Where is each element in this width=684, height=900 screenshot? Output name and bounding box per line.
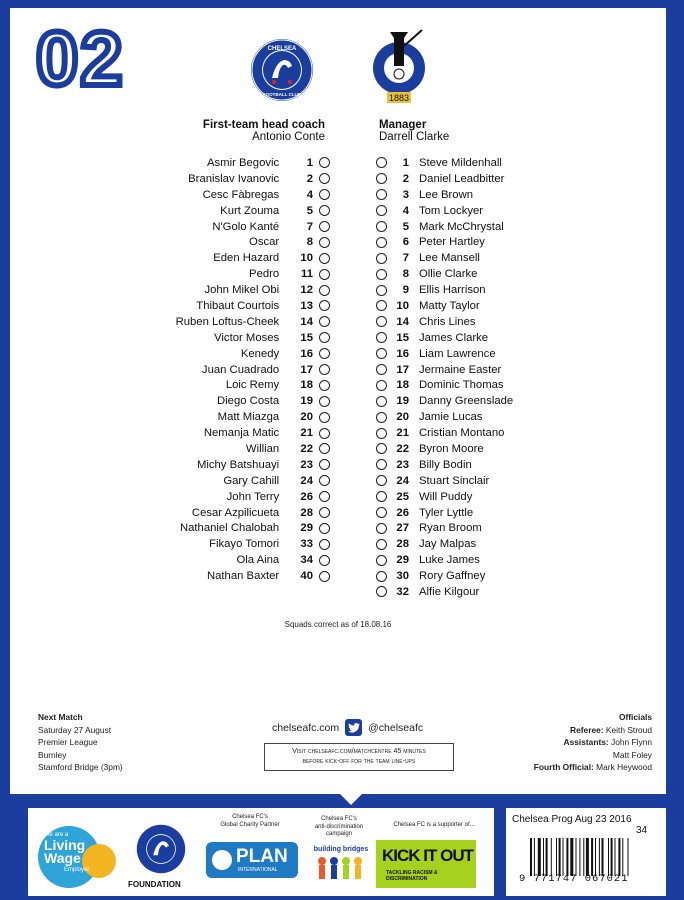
squad-number: 24: [300, 474, 313, 487]
selection-circle-icon: [319, 428, 330, 439]
squad-number: 21: [300, 427, 313, 440]
away-player-row: [376, 568, 576, 584]
player-name: Danny Greenslade: [419, 395, 514, 408]
selection-circle-icon: [319, 507, 330, 518]
squad-number: 40: [300, 570, 313, 583]
player-name: Liam Lawrence: [419, 347, 496, 360]
away-player-row: [376, 520, 576, 536]
squad-number: 3: [402, 188, 409, 201]
player-name: Asmir Begovic: [206, 156, 280, 169]
foundation-label: FOUNDATION: [128, 880, 181, 889]
player-name: Pedro: [249, 268, 280, 281]
selection-circle-icon: [319, 253, 330, 264]
squad-number: 27: [396, 522, 409, 535]
home-player-row: [160, 346, 330, 362]
programme-info: [512, 814, 662, 836]
player-name: Dominic Thomas: [419, 379, 504, 392]
selection-circle-icon: [319, 571, 330, 582]
selection-circle-icon: [319, 205, 330, 216]
selection-circle-icon: [319, 189, 330, 200]
selection-circle-icon: [376, 491, 387, 502]
player-name: Branislav Ivanovic: [188, 172, 280, 185]
home-player-row: [160, 425, 330, 441]
squad-number: 10: [300, 252, 313, 265]
player-name: Ellis Harrison: [419, 284, 486, 297]
away-player-row: [376, 441, 576, 457]
squad-number: 2: [402, 172, 409, 185]
squad-number: 11: [301, 268, 313, 281]
squad-number: 16: [300, 347, 313, 360]
away-player-row: [376, 489, 576, 505]
selection-circle-icon: [319, 396, 330, 407]
home-player-row: [160, 187, 330, 203]
matchcentre-notice-line: before kick-off for the team line-ups: [302, 758, 416, 765]
squad-number: 22: [396, 442, 409, 455]
home-player-row: [160, 203, 330, 219]
chelsea-crest-icon: [250, 38, 314, 102]
away-manager-block: [379, 119, 529, 143]
squad-number: 1: [402, 156, 409, 169]
selection-circle-icon: [376, 221, 387, 232]
player-name: Willian: [245, 442, 280, 455]
squad-number: 19: [300, 395, 313, 408]
selection-circle-icon: [319, 348, 330, 359]
squad-number: 10: [396, 299, 409, 312]
player-name: Diego Costa: [217, 395, 280, 408]
assistants-line: Assistants: John Flynn: [563, 737, 652, 748]
selection-circle-icon: [376, 586, 387, 597]
squad-number: 17: [396, 363, 409, 376]
selection-circle-icon: [376, 189, 387, 200]
home-player-row: [160, 314, 330, 330]
squad-number: 28: [396, 538, 409, 551]
home-player-row: [160, 457, 330, 473]
selection-circle-icon: [376, 475, 387, 486]
away-player-row: [376, 203, 576, 219]
selection-circle-icon: [319, 173, 330, 184]
player-name: Stuart Sinclair: [419, 474, 490, 487]
player-name: Gary Cahill: [223, 474, 280, 487]
selection-circle-icon: [376, 173, 387, 184]
squad-number: 9: [402, 284, 409, 297]
next-match-line: Stamford Bridge (3pm): [38, 762, 123, 773]
player-name: Michy Batshuayi: [196, 458, 280, 471]
selection-circle-icon: [319, 300, 330, 311]
squad-number: 4: [402, 204, 409, 217]
selection-circle-icon: [319, 443, 330, 454]
squad-number: 29: [300, 522, 313, 535]
player-name: Cesc Fàbregas: [202, 188, 280, 201]
home-manager-name: Antonio Conte: [252, 131, 325, 143]
matchcentre-notice: [264, 743, 454, 771]
foundation-crest-icon: [136, 824, 186, 874]
bristol-rovers-crest-icon: [368, 24, 430, 106]
squad-number: 32: [396, 585, 409, 598]
plan-caption: Chelsea FC's Global Charity Partner: [220, 814, 280, 828]
player-name: Luke James: [419, 554, 480, 567]
away-player-row: [376, 250, 576, 266]
player-name: Thibaut Courtois: [196, 299, 280, 312]
away-manager-role: Manager: [379, 119, 427, 131]
squad-number: 14: [300, 315, 313, 328]
away-manager-name: Darrell Clarke: [379, 131, 450, 143]
away-player-row: [376, 266, 576, 282]
selection-circle-icon: [319, 237, 330, 248]
selection-circle-icon: [319, 555, 330, 566]
away-player-row: [376, 552, 576, 568]
player-name: Jay Malpas: [419, 538, 477, 551]
selection-circle-icon: [376, 205, 387, 216]
squad-number: 5: [402, 220, 409, 233]
building-bridges-logo: building bridges: [310, 846, 372, 890]
squad-number: 13: [300, 299, 313, 312]
squad-number: 7: [402, 252, 409, 265]
officials-block: [432, 711, 652, 774]
barcode-digits: 9 771747 067021: [519, 873, 629, 885]
away-player-row: [376, 536, 576, 552]
selection-circle-icon: [319, 285, 330, 296]
away-player-row: [376, 330, 576, 346]
people-icon: [310, 853, 372, 883]
player-name: Kurt Zouma: [220, 204, 280, 217]
player-name: Peter Hartley: [419, 236, 485, 249]
player-name: Chris Lines: [419, 315, 476, 328]
squad-number: 26: [396, 506, 409, 519]
selection-circle-icon: [376, 523, 387, 534]
officials-heading: Officials: [618, 712, 652, 722]
away-player-row: [376, 346, 576, 362]
selection-circle-icon: [376, 253, 387, 264]
selection-circle-icon: [376, 300, 387, 311]
selection-circle-icon: [376, 237, 387, 248]
player-name: Oscar: [249, 236, 280, 249]
selection-circle-icon: [319, 475, 330, 486]
home-player-row: [160, 505, 330, 521]
squad-number: 1: [306, 156, 313, 169]
selection-circle-icon: [319, 523, 330, 534]
squad-number: 33: [300, 538, 313, 551]
home-player-row: [160, 171, 330, 187]
twitter-handle-link[interactable]: @chelseafc: [368, 721, 424, 734]
player-name: Cristian Montano: [419, 427, 505, 440]
player-name: Nemanja Matic: [203, 427, 280, 440]
player-name: Eden Hazard: [213, 252, 280, 265]
squad-number: 29: [396, 554, 409, 567]
website-link[interactable]: chelseafc.com: [272, 721, 340, 734]
away-player-row: [376, 473, 576, 489]
player-name: Ollie Clarke: [419, 268, 478, 281]
away-player-row: [376, 457, 576, 473]
sponsor-strip: [28, 808, 494, 896]
away-player-row: [376, 425, 576, 441]
next-match-block: [38, 711, 123, 774]
player-name: Steve Mildenhall: [419, 156, 502, 169]
player-name: Will Puddy: [419, 490, 473, 503]
squad-number: 14: [396, 315, 409, 328]
page-number: 02: [36, 17, 125, 102]
away-player-row: [376, 377, 576, 393]
home-player-row: [160, 298, 330, 314]
player-name: John Mikel Obi: [204, 284, 280, 297]
away-player-row: [376, 282, 576, 298]
squad-number: 21: [396, 427, 409, 440]
squad-number: 20: [396, 411, 409, 424]
away-player-row: [376, 314, 576, 330]
player-name: Ryan Broom: [419, 522, 482, 535]
squad-number: 15: [396, 331, 409, 344]
selection-circle-icon: [376, 428, 387, 439]
away-player-row: [376, 505, 576, 521]
player-name: Matty Taylor: [419, 299, 480, 312]
player-name: Ola Aina: [236, 554, 280, 567]
home-squad-list: [160, 155, 330, 584]
home-player-row: [160, 250, 330, 266]
player-name: Billy Bodin: [419, 458, 472, 471]
squad-number: 15: [300, 331, 313, 344]
svg-text:FOOTBALL CLUB: FOOTBALL CLUB: [262, 92, 302, 97]
squad-note: Squads correct as of 18.08.16: [284, 620, 392, 629]
fourth-official-line: Fourth Official: Mark Heywood: [533, 762, 652, 773]
plan-logo: PLAN INTERNATIONAL: [206, 842, 298, 878]
squad-number: 23: [300, 458, 313, 471]
home-player-row: [160, 568, 330, 584]
svg-text:1883: 1883: [388, 93, 410, 103]
next-match-line: Premier League: [38, 737, 98, 748]
player-name: Cesar Azpilicueta: [191, 506, 280, 519]
programme-page: [10, 8, 666, 794]
selection-circle-icon: [376, 571, 387, 582]
player-name: Fikayo Tomori: [209, 538, 280, 551]
selection-circle-icon: [319, 157, 330, 168]
home-player-row: [160, 441, 330, 457]
player-name: Ruben Loftus-Cheek: [175, 315, 280, 328]
squad-number: 2: [306, 172, 313, 185]
selection-circle-icon: [376, 396, 387, 407]
home-player-row: [160, 393, 330, 409]
player-name: Nathaniel Chalobah: [179, 522, 280, 535]
selection-circle-icon: [376, 412, 387, 423]
matchcentre-notice-line: Visit chelseafc.com/matchcentre 45 minutes: [292, 748, 426, 755]
player-name: Victor Moses: [214, 331, 280, 344]
squad-number: 8: [306, 236, 313, 249]
squad-number: 18: [300, 379, 313, 392]
home-manager-block: [200, 119, 325, 143]
player-name: Byron Moore: [419, 442, 484, 455]
player-name: James Clarke: [419, 331, 489, 344]
home-player-row: [160, 219, 330, 235]
selection-circle-icon: [376, 285, 387, 296]
next-match-heading: Next Match: [38, 712, 83, 722]
svg-text:CHELSEA: CHELSEA: [267, 46, 297, 52]
squad-number: 7: [306, 220, 313, 233]
player-name: Mark McChrystal: [419, 220, 504, 233]
selection-circle-icon: [319, 459, 330, 470]
player-name: Lee Brown: [419, 188, 474, 201]
away-player-row: [376, 298, 576, 314]
home-player-row: [160, 489, 330, 505]
squad-number: 30: [396, 570, 409, 583]
selection-circle-icon: [376, 269, 387, 280]
home-player-row: [160, 552, 330, 568]
selection-circle-icon: [319, 269, 330, 280]
selection-circle-icon: [376, 332, 387, 343]
selection-circle-icon: [376, 555, 387, 566]
player-name: Lee Mansell: [419, 252, 480, 265]
squad-number: 23: [396, 458, 409, 471]
home-player-row: [160, 520, 330, 536]
home-player-row: [160, 377, 330, 393]
away-player-row: [376, 234, 576, 250]
away-player-row: [376, 171, 576, 187]
player-name: John Terry: [226, 490, 280, 503]
next-match-line: Burnley: [38, 749, 67, 760]
away-player-row: [376, 155, 576, 171]
assistant-2-line: Matt Foley: [612, 749, 652, 760]
squad-number: 24: [396, 474, 409, 487]
issue-number: 34: [636, 825, 648, 836]
player-name: Nathan Baxter: [206, 570, 280, 583]
home-player-row: [160, 409, 330, 425]
player-name: Loic Remy: [225, 379, 280, 392]
selection-circle-icon: [319, 316, 330, 327]
home-player-row: [160, 473, 330, 489]
away-player-row: [376, 187, 576, 203]
selection-circle-icon: [376, 348, 387, 359]
squad-number: 16: [396, 347, 409, 360]
player-name: Daniel Leadbitter: [419, 172, 505, 185]
squad-number: 12: [300, 284, 313, 297]
next-match-line: Saturday 27 August: [38, 724, 112, 735]
home-player-row: [160, 234, 330, 250]
squad-number: 5: [306, 204, 313, 217]
selection-circle-icon: [319, 221, 330, 232]
squad-number: 34: [300, 554, 313, 567]
selection-circle-icon: [376, 157, 387, 168]
player-name: Tyler Lyttle: [419, 506, 474, 519]
referee-line: Referee: Keith Stroud: [570, 724, 652, 735]
selection-circle-icon: [319, 412, 330, 423]
selection-circle-icon: [376, 459, 387, 470]
selection-circle-icon: [319, 539, 330, 550]
home-manager-role: First-team head coach: [202, 119, 325, 131]
squad-number: 8: [402, 268, 409, 281]
home-player-row: [160, 330, 330, 346]
selection-circle-icon: [319, 332, 330, 343]
home-player-row: [160, 155, 330, 171]
away-player-row: [376, 362, 576, 378]
building-bridges-caption: Chelsea FC's anti-discrimination campaign: [314, 816, 364, 837]
away-player-row: [376, 219, 576, 235]
selection-circle-icon: [319, 364, 330, 375]
player-name: Juan Cuadrado: [201, 363, 280, 376]
squad-number: 18: [396, 379, 409, 392]
barcode-icon: [530, 838, 658, 876]
player-name: Rory Gaffney: [419, 570, 486, 583]
web-links: [272, 719, 423, 736]
squad-number: 6: [402, 236, 409, 249]
selection-circle-icon: [319, 491, 330, 502]
selection-circle-icon: [376, 443, 387, 454]
player-name: Jamie Lucas: [419, 411, 483, 424]
squad-number: 17: [300, 363, 313, 376]
selection-circle-icon: [319, 380, 330, 391]
kick-it-out-logo: KICK IT OUT TACKLING RACISM & DISCRIMINATION: [376, 840, 476, 888]
programme-date: Chelsea Prog Aug 23 2016: [512, 814, 632, 825]
squad-number: 25: [396, 490, 409, 503]
squad-number: 19: [396, 395, 409, 408]
player-name: Kenedy: [240, 347, 280, 360]
squad-number: 28: [300, 506, 313, 519]
player-name: Tom Lockyer: [419, 204, 484, 217]
selection-circle-icon: [376, 364, 387, 375]
player-name: Jermaine Easter: [419, 363, 502, 376]
squad-number: 20: [300, 411, 313, 424]
player-name: Alfie Kilgour: [419, 585, 480, 598]
home-player-row: [160, 282, 330, 298]
away-squad-list: [376, 155, 576, 600]
selection-circle-icon: [376, 380, 387, 391]
home-player-row: [160, 362, 330, 378]
living-wage-logo: We are a Living Wage Employer: [38, 822, 118, 888]
away-player-row: [376, 393, 576, 409]
selection-circle-icon: [376, 507, 387, 518]
player-name: Matt Miazga: [217, 411, 280, 424]
away-player-row: [376, 409, 576, 425]
squad-number: 22: [300, 442, 313, 455]
kick-it-out-caption: Chelsea FC is a supporter of...: [393, 822, 475, 828]
squad-number: 26: [300, 490, 313, 503]
player-name: N'Golo Kanté: [212, 220, 280, 233]
squad-number: 4: [306, 188, 313, 201]
selection-circle-icon: [376, 316, 387, 327]
away-player-row: [376, 584, 576, 600]
selection-circle-icon: [376, 539, 387, 550]
home-player-row: [160, 266, 330, 282]
home-player-row: [160, 536, 330, 552]
twitter-icon: [345, 719, 362, 736]
